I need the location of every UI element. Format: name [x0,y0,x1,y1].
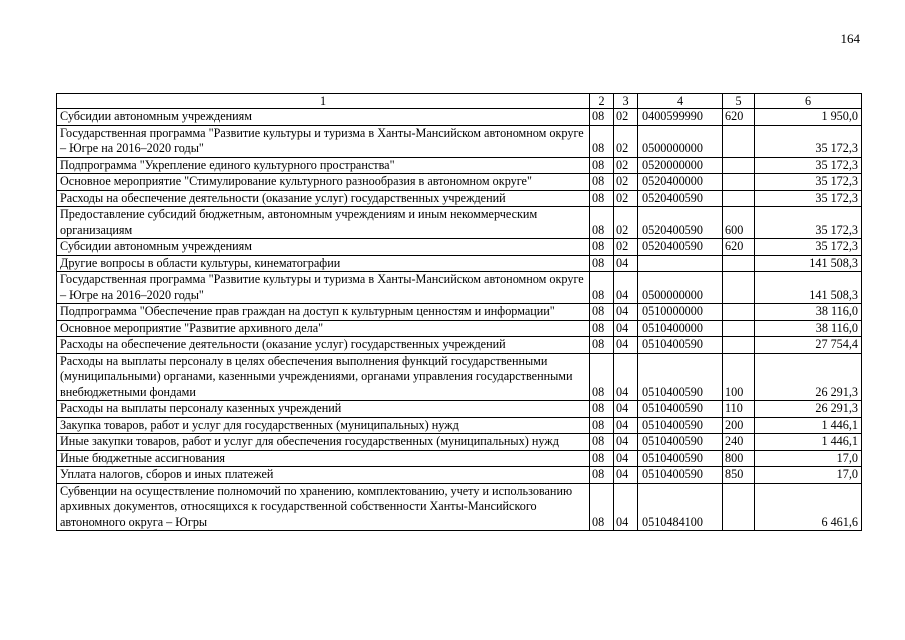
row-section: 08 [590,417,614,434]
row-section: 08 [590,337,614,354]
row-section: 08 [590,174,614,191]
row-amount: 6 461,6 [755,483,862,531]
row-expense-type [723,190,755,207]
table-row [57,125,862,157]
column-header-section: 2 [590,94,614,109]
row-section: 08 [590,157,614,174]
row-expense-type: 110 [723,401,755,418]
row-name: Расходы на обеспечение деятельности (оказание услуг) государственных учреждений [57,337,590,354]
row-subsection: 04 [614,304,638,321]
row-name: Иные бюджетные ассигнования [57,450,590,467]
row-section: 08 [590,190,614,207]
row-target-item: 0400599990 [638,109,723,126]
row-section: 08 [590,467,614,484]
row-amount: 35 172,3 [755,157,862,174]
row-target-item: 0500000000 [638,125,723,157]
row-amount: 27 754,4 [755,337,862,354]
column-header-subsection: 3 [614,94,638,109]
row-subsection: 02 [614,239,638,256]
row-name: Предоставление субсидий бюджетным, автономным учреждениям и иным некоммерческим организациям [57,207,590,239]
table-row [57,157,862,174]
row-target-item: 0510400590 [638,467,723,484]
row-expense-type: 850 [723,467,755,484]
row-section: 08 [590,125,614,157]
row-name: Закупка товаров, работ и услуг для государственных (муниципальных) нужд [57,417,590,434]
row-amount: 26 291,3 [755,353,862,401]
row-amount: 26 291,3 [755,401,862,418]
row-section: 08 [590,239,614,256]
row-target-item: 0510484100 [638,483,723,531]
row-amount: 141 508,3 [755,272,862,304]
table-row [57,417,862,434]
row-subsection: 02 [614,125,638,157]
row-section: 08 [590,401,614,418]
row-target-item: 0510400590 [638,337,723,354]
row-section: 08 [590,483,614,531]
row-subsection: 04 [614,417,638,434]
row-amount: 38 116,0 [755,320,862,337]
row-name: Иные закупки товаров, работ и услуг для обеспечения государственных (муниципальных) нужд [57,434,590,451]
row-amount: 17,0 [755,450,862,467]
row-target-item: 0500000000 [638,272,723,304]
row-target-item: 0520400590 [638,207,723,239]
row-subsection: 02 [614,109,638,126]
table-header-row [57,94,862,109]
row-section: 08 [590,109,614,126]
row-target-item: 0510400590 [638,434,723,451]
table-row [57,434,862,451]
row-target-item: 0520400000 [638,174,723,191]
row-amount: 17,0 [755,467,862,484]
row-target-item: 0520400590 [638,239,723,256]
table-row [57,207,862,239]
row-name: Государственная программа "Развитие культуры и туризма в Ханты-Мансийском автономном округе – Югре на 2016–2020 годы" [57,272,590,304]
row-target-item: 0510000000 [638,304,723,321]
row-section: 08 [590,450,614,467]
row-subsection: 02 [614,157,638,174]
row-name: Субсидии автономным учреждениям [57,109,590,126]
row-expense-type [723,174,755,191]
row-subsection: 04 [614,255,638,272]
row-subsection: 02 [614,174,638,191]
row-expense-type: 800 [723,450,755,467]
row-target-item: 0520000000 [638,157,723,174]
row-subsection: 04 [614,467,638,484]
row-name: Уплата налогов, сборов и иных платежей [57,467,590,484]
table-row [57,320,862,337]
row-target-item: 0510400590 [638,417,723,434]
table-row [57,450,862,467]
row-name: Основное мероприятие "Развитие архивного дела" [57,320,590,337]
row-subsection: 04 [614,450,638,467]
row-subsection: 04 [614,272,638,304]
row-name: Расходы на выплаты персоналу казенных учреждений [57,401,590,418]
row-name: Другие вопросы в области культуры, кинематографии [57,255,590,272]
row-expense-type [723,125,755,157]
row-section: 08 [590,272,614,304]
row-target-item [638,255,723,272]
row-name: Субсидии автономным учреждениям [57,239,590,256]
column-header-name: 1 [57,94,590,109]
row-expense-type: 240 [723,434,755,451]
row-name: Подпрограмма "Укрепление единого культурного пространства" [57,157,590,174]
table-row [57,401,862,418]
row-name: Основное мероприятие "Стимулирование культурного разнообразия в автономном округе" [57,174,590,191]
row-target-item: 0510400590 [638,353,723,401]
row-subsection: 04 [614,337,638,354]
table-row [57,190,862,207]
row-subsection: 02 [614,207,638,239]
row-amount: 35 172,3 [755,239,862,256]
row-amount: 1 446,1 [755,434,862,451]
row-subsection: 04 [614,401,638,418]
row-expense-type: 620 [723,239,755,256]
row-expense-type [723,304,755,321]
row-subsection: 04 [614,434,638,451]
row-target-item: 0520400590 [638,190,723,207]
row-name: Подпрограмма "Обеспечение прав граждан на доступ к культурным ценностям и информации" [57,304,590,321]
column-header-target-item: 4 [638,94,723,109]
row-expense-type [723,255,755,272]
row-expense-type: 200 [723,417,755,434]
table-row [57,174,862,191]
row-amount: 1 446,1 [755,417,862,434]
page-number: 164 [840,31,860,46]
table-row [57,304,862,321]
row-subsection: 04 [614,483,638,531]
budget-table [56,93,862,531]
row-amount: 141 508,3 [755,255,862,272]
row-subsection: 04 [614,353,638,401]
row-section: 08 [590,320,614,337]
row-section: 08 [590,304,614,321]
table-row [57,467,862,484]
row-amount: 35 172,3 [755,207,862,239]
row-section: 08 [590,255,614,272]
table-row [57,109,862,126]
row-amount: 35 172,3 [755,190,862,207]
row-amount: 35 172,3 [755,174,862,191]
table-row [57,337,862,354]
row-amount: 35 172,3 [755,125,862,157]
row-expense-type [723,272,755,304]
row-expense-type: 620 [723,109,755,126]
table-row [57,239,862,256]
row-expense-type [723,157,755,174]
row-expense-type: 600 [723,207,755,239]
row-section: 08 [590,434,614,451]
row-subsection: 04 [614,320,638,337]
row-expense-type: 100 [723,353,755,401]
row-expense-type [723,483,755,531]
row-expense-type [723,320,755,337]
row-amount: 38 116,0 [755,304,862,321]
table-row [57,272,862,304]
row-name: Государственная программа "Развитие культуры и туризма в Ханты-Мансийском автономном округе – Югре на 2016–2020 годы" [57,125,590,157]
row-expense-type [723,337,755,354]
table-row [57,353,862,401]
row-target-item: 0510400590 [638,450,723,467]
row-name: Субвенции на осуществление полномочий по хранению, комплектованию, учету и использованию архивных документов, относящихся к государственной собственности Ханты-Мансийского автономного округа – Югры [57,483,590,531]
row-name: Расходы на обеспечение деятельности (оказание услуг) государственных учреждений [57,190,590,207]
table-row [57,255,862,272]
table-body [57,109,862,531]
row-target-item: 0510400000 [638,320,723,337]
table-row [57,483,862,531]
column-header-amount: 6 [755,94,862,109]
row-section: 08 [590,353,614,401]
row-section: 08 [590,207,614,239]
row-name: Расходы на выплаты персоналу в целях обеспечения выполнения функций государственными (муниципальными) органами, казенными учреждениями, органами управления государственными внебюджетными фондами [57,353,590,401]
column-header-expense-type: 5 [723,94,755,109]
row-target-item: 0510400590 [638,401,723,418]
row-subsection: 02 [614,190,638,207]
row-amount: 1 950,0 [755,109,862,126]
